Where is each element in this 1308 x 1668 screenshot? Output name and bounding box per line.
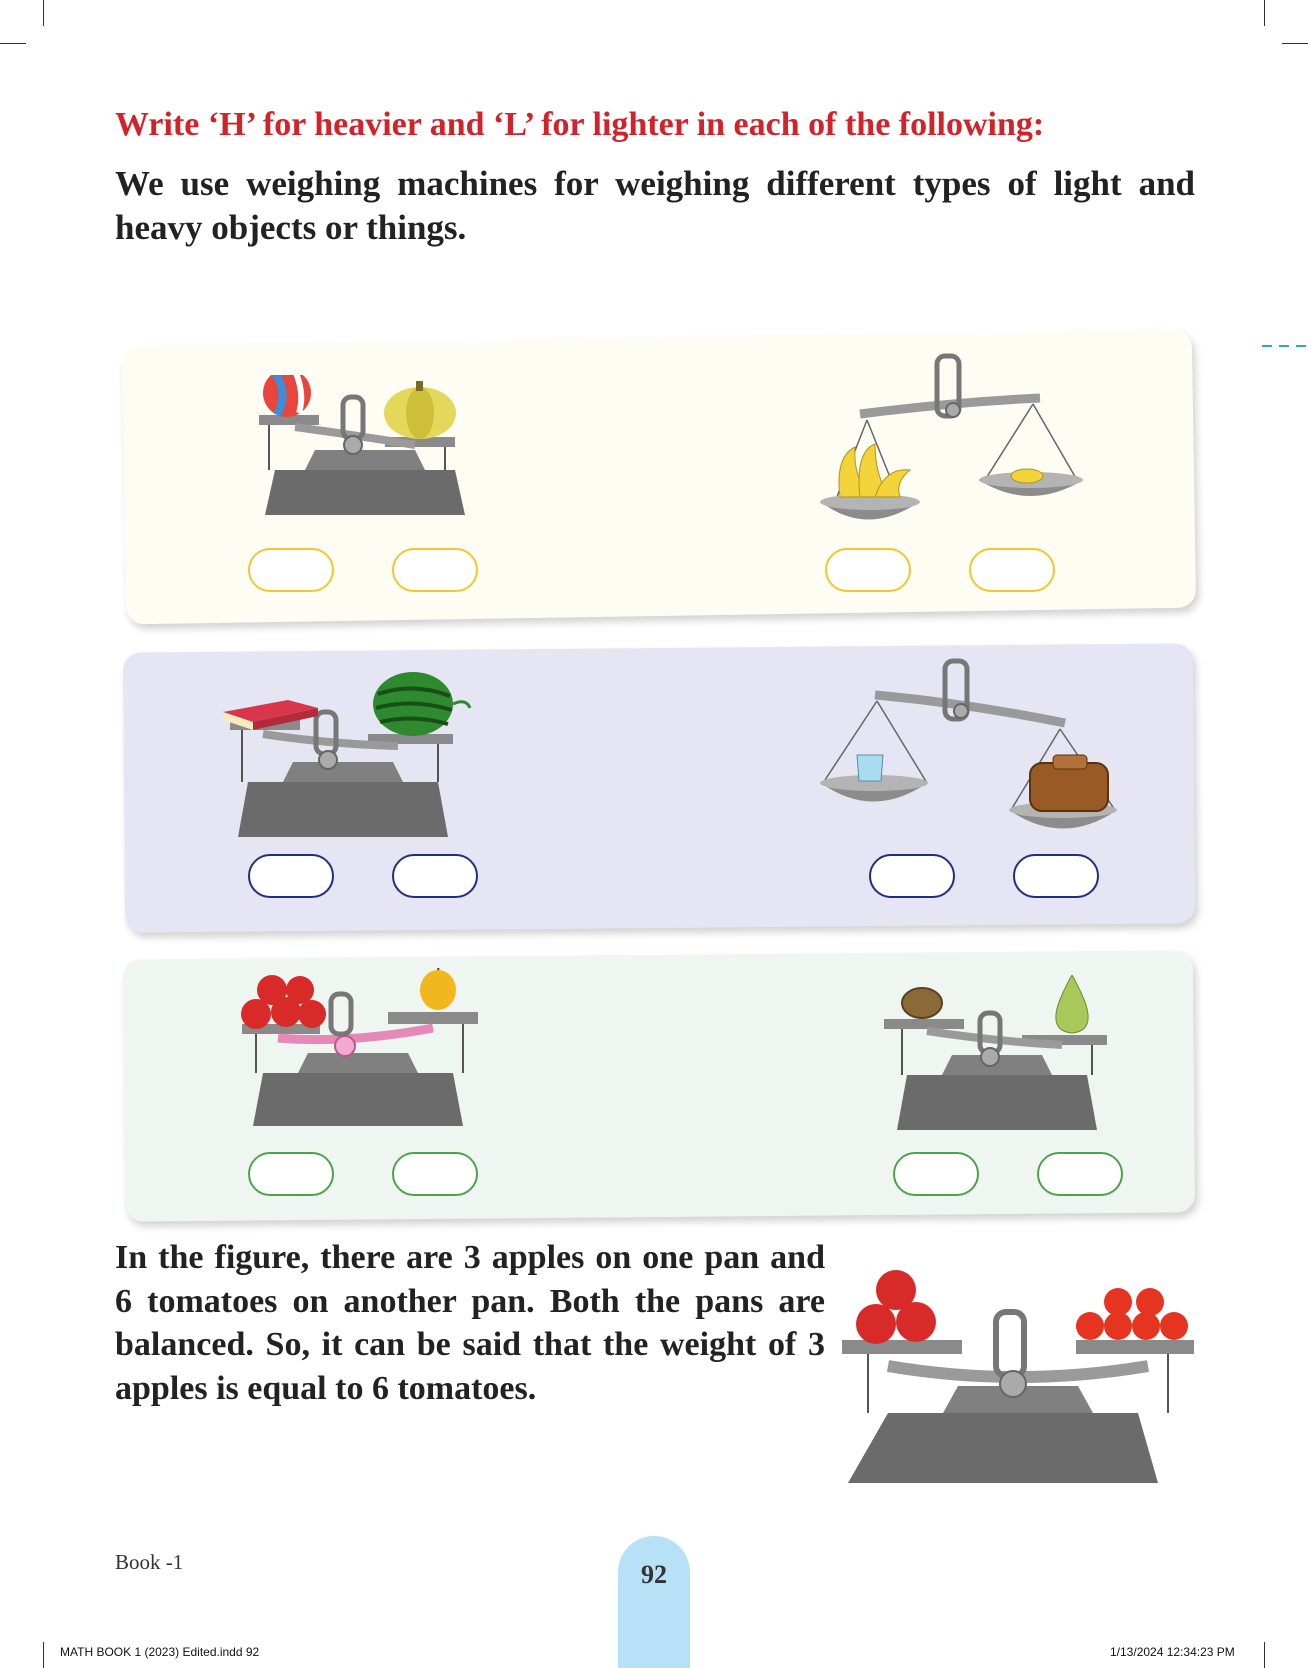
bananas-icon: [839, 444, 910, 497]
answer-box-apples[interactable]: [248, 1152, 334, 1196]
crop-mark: [43, 1642, 44, 1668]
walnut-icon: [902, 988, 942, 1018]
crop-mark: [0, 43, 26, 44]
apples-icon: [241, 975, 326, 1029]
crop-mark: [43, 0, 44, 26]
hanging-balance-bananas: [815, 352, 1095, 537]
answer-box-ball[interactable]: [248, 548, 334, 592]
banana-icon: [1011, 469, 1043, 483]
table-balance-book-watermelon: [218, 672, 488, 842]
answer-box-glass[interactable]: [869, 854, 955, 898]
answer-box-book[interactable]: [248, 854, 334, 898]
page-number: 92: [641, 1560, 667, 1589]
ball-icon: [263, 375, 311, 417]
page-number-tab: [618, 1536, 690, 1668]
answer-box-bag[interactable]: [1013, 854, 1099, 898]
table-balance-apples-tomatoes: [838, 1268, 1198, 1488]
table-balance-ball-pumpkin: [255, 375, 475, 535]
crop-mark: [1264, 1642, 1265, 1668]
answer-box-bananas[interactable]: [825, 548, 911, 592]
crop-mark: [1282, 43, 1308, 44]
tomatoes-icon: [1076, 1288, 1188, 1340]
answer-box-mango[interactable]: [392, 1152, 478, 1196]
answer-box-pear[interactable]: [1037, 1152, 1123, 1196]
answer-box-banana[interactable]: [969, 548, 1055, 592]
footer-book-label: Book -1: [115, 1550, 184, 1574]
pumpkin-icon: [384, 381, 456, 439]
mango-icon: [420, 968, 456, 1010]
answer-box-watermelon[interactable]: [392, 854, 478, 898]
hanging-balance-glass-bag: [815, 655, 1135, 835]
answer-box-pumpkin[interactable]: [392, 548, 478, 592]
bag-icon: [1030, 755, 1108, 811]
exercise-heading: Write ‘H’ for heavier and ‘L’ for lighter in each of the following:: [115, 106, 1045, 143]
table-balance-walnut-pear: [882, 975, 1122, 1135]
guide-dash: [1262, 345, 1308, 347]
glass-icon: [857, 755, 883, 781]
slug-file-info: MATH BOOK 1 (2023) Edited.indd 92: [60, 1645, 260, 1659]
crop-mark: [1264, 0, 1265, 26]
slug-timestamp: 1/13/2024 12:34:23 PM: [1110, 1645, 1235, 1659]
table-balance-apples-mango: [238, 968, 488, 1128]
apples-icon: [856, 1270, 936, 1344]
pear-icon: [1056, 975, 1088, 1033]
intro-text: We use weighing machines for weighing different types of light and heavy objects or things.: [115, 164, 1195, 247]
explanation-paragraph: In the figure, there are 3 apples on one pan and 6 tomatoes on another pan. Both the pans are balanced. So, it can be said that the weight of 3 apples is equal to 6 tomatoes.: [115, 1239, 825, 1407]
watermelon-icon: [373, 672, 470, 736]
answer-box-walnut[interactable]: [893, 1152, 979, 1196]
